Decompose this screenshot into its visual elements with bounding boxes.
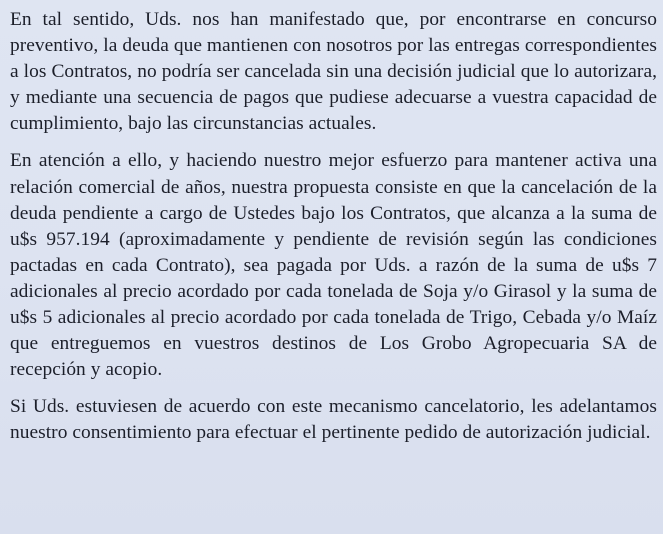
paragraph-concurso: En tal sentido, Uds. nos han manifestado que, por encontrarse en concurso preventivo, la deuda que mantienen con nosotros por las entregas correspondientes a los Contratos, no podría ser cancelada sin una decisión judicial que lo autorizara, y mediante una secuencia de pagos que pudiese adecuarse a vuestra capacidad de cumplimiento, bajo las circunstancias actuales. (10, 9, 657, 135)
paragraph-consent: Si Uds. estuviesen de acuerdo con este mecanismo cancelatorio, les adelantamos nuestro consentimiento para efectuar el pertinente pedido de autorización judicial. (10, 396, 657, 444)
paragraph-proposal: En atención a ello, y haciendo nuestro mejor esfuerzo para mantener activa una relación comercial de años, nuestra propuesta consiste en que la cancelación de la deuda pendiente a cargo de Ustedes bajo los Contratos, que alcanza a la suma de u$s 957.194 (aproximadamente y pendiente de revisión según las condiciones pactadas en cada Contrato), sea pagada por Uds. a razón de la suma de u$s 7 adicionales al precio acordado por cada tonelada de Soja y/o Girasol y la suma de u$s 5 adicionales al precio acordado por cada tonelada de Trigo, Cebada y/o Maíz que entreguemos en vuestros destinos de Los Grobo Agropecuaria SA de recepción y acopio. (10, 150, 657, 381)
